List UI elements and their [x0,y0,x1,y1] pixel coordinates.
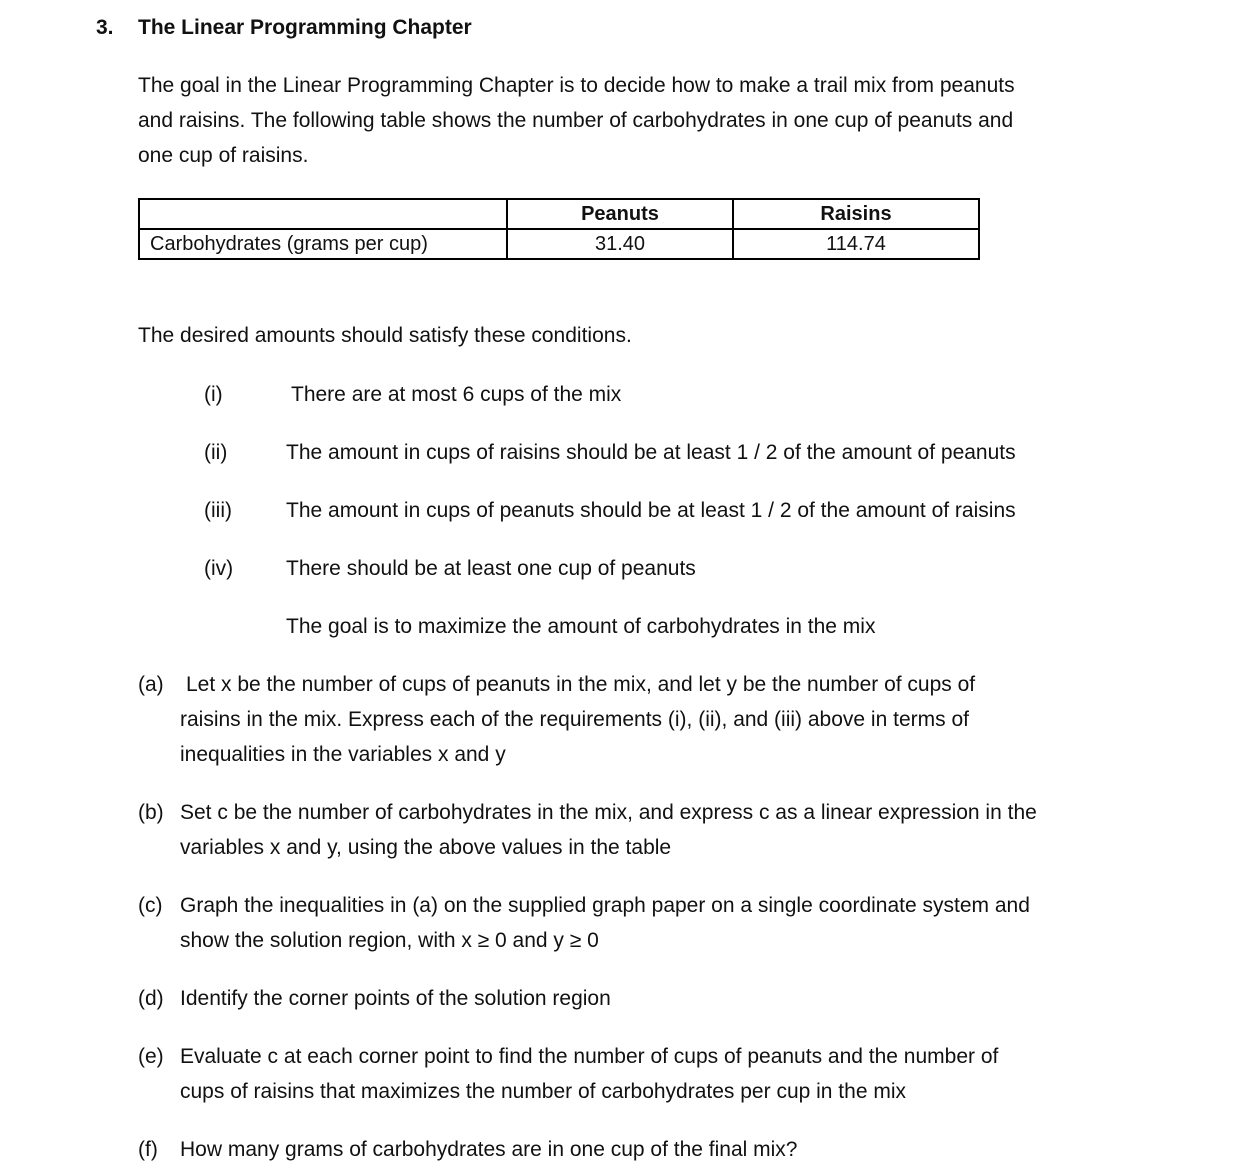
intro-line-1: The goal in the Linear Programming Chapter is to decide how to make a trail mix from peanuts [138,74,1015,97]
part-text-line: show the solution region, with x ≥ 0 and y ≥ 0 [180,929,599,952]
part-label: (c) [138,894,163,917]
table-header-row [139,199,979,229]
condition-number: (iii) [204,499,232,522]
condition-text: The amount in cups of peanuts should be at least 1 / 2 of the amount of raisins [286,499,1016,522]
part-text-line: Evaluate c at each corner point to find the number of cups of peanuts and the number of [180,1045,999,1068]
condition-text: There are at most 6 cups of the mix [291,383,622,406]
part-text-line: Graph the inequalities in (a) on the supplied graph paper on a single coordinate system and [180,894,1030,917]
part-label: (f) [138,1138,158,1161]
question-number: 3. [96,16,114,39]
table-row [139,229,979,259]
part-text-line: inequalities in the variables x and y [180,743,506,766]
condition-number: (i) [204,383,223,406]
part-text-line: cups of raisins that maximizes the number of carbohydrates per cup in the mix [180,1080,906,1103]
carbohydrate-table [138,198,980,260]
table-header-empty [139,199,507,229]
part-label: (e) [138,1045,164,1068]
part-label: (d) [138,987,164,1010]
condition-number: (ii) [204,441,228,464]
part-text-line: How many grams of carbohydrates are in one cup of the final mix? [180,1138,798,1161]
condition-number: (iv) [204,557,234,580]
intro-line-2: and raisins. The following table shows the number of carbohydrates in one cup of peanuts and [138,109,1014,132]
part-label: (a) [138,673,164,696]
part-label: (b) [138,801,164,824]
table-header-peanuts: Peanuts [507,199,733,229]
table-row-label: Carbohydrates (grams per cup) [139,229,507,259]
part-text-line: variables x and y, using the above values in the table [180,836,672,859]
intro-line-3: one cup of raisins. [138,144,309,167]
table-header-raisins: Raisins [733,199,979,229]
part-text-line: Identify the corner points of the solution region [180,987,611,1010]
table-cell-peanuts: 31.40 [507,229,733,259]
goal-statement: The goal is to maximize the amount of carbohydrates in the mix [286,615,876,638]
table-cell-raisins: 114.74 [733,229,979,259]
condition-text: The amount in cups of raisins should be at least 1 / 2 of the amount of peanuts [286,441,1016,464]
part-text-line: raisins in the mix. Express each of the requirements (i), (ii), and (iii) above in terms of [180,708,969,731]
conditions-intro: The desired amounts should satisfy these conditions. [138,324,632,347]
page-title: The Linear Programming Chapter [138,16,472,39]
condition-text: There should be at least one cup of peanuts [286,557,696,580]
part-text-line: Set c be the number of carbohydrates in the mix, and express c as a linear expression in the [180,801,1037,824]
part-text-line: Let x be the number of cups of peanuts in the mix, and let y be the number of cups of [186,673,976,696]
